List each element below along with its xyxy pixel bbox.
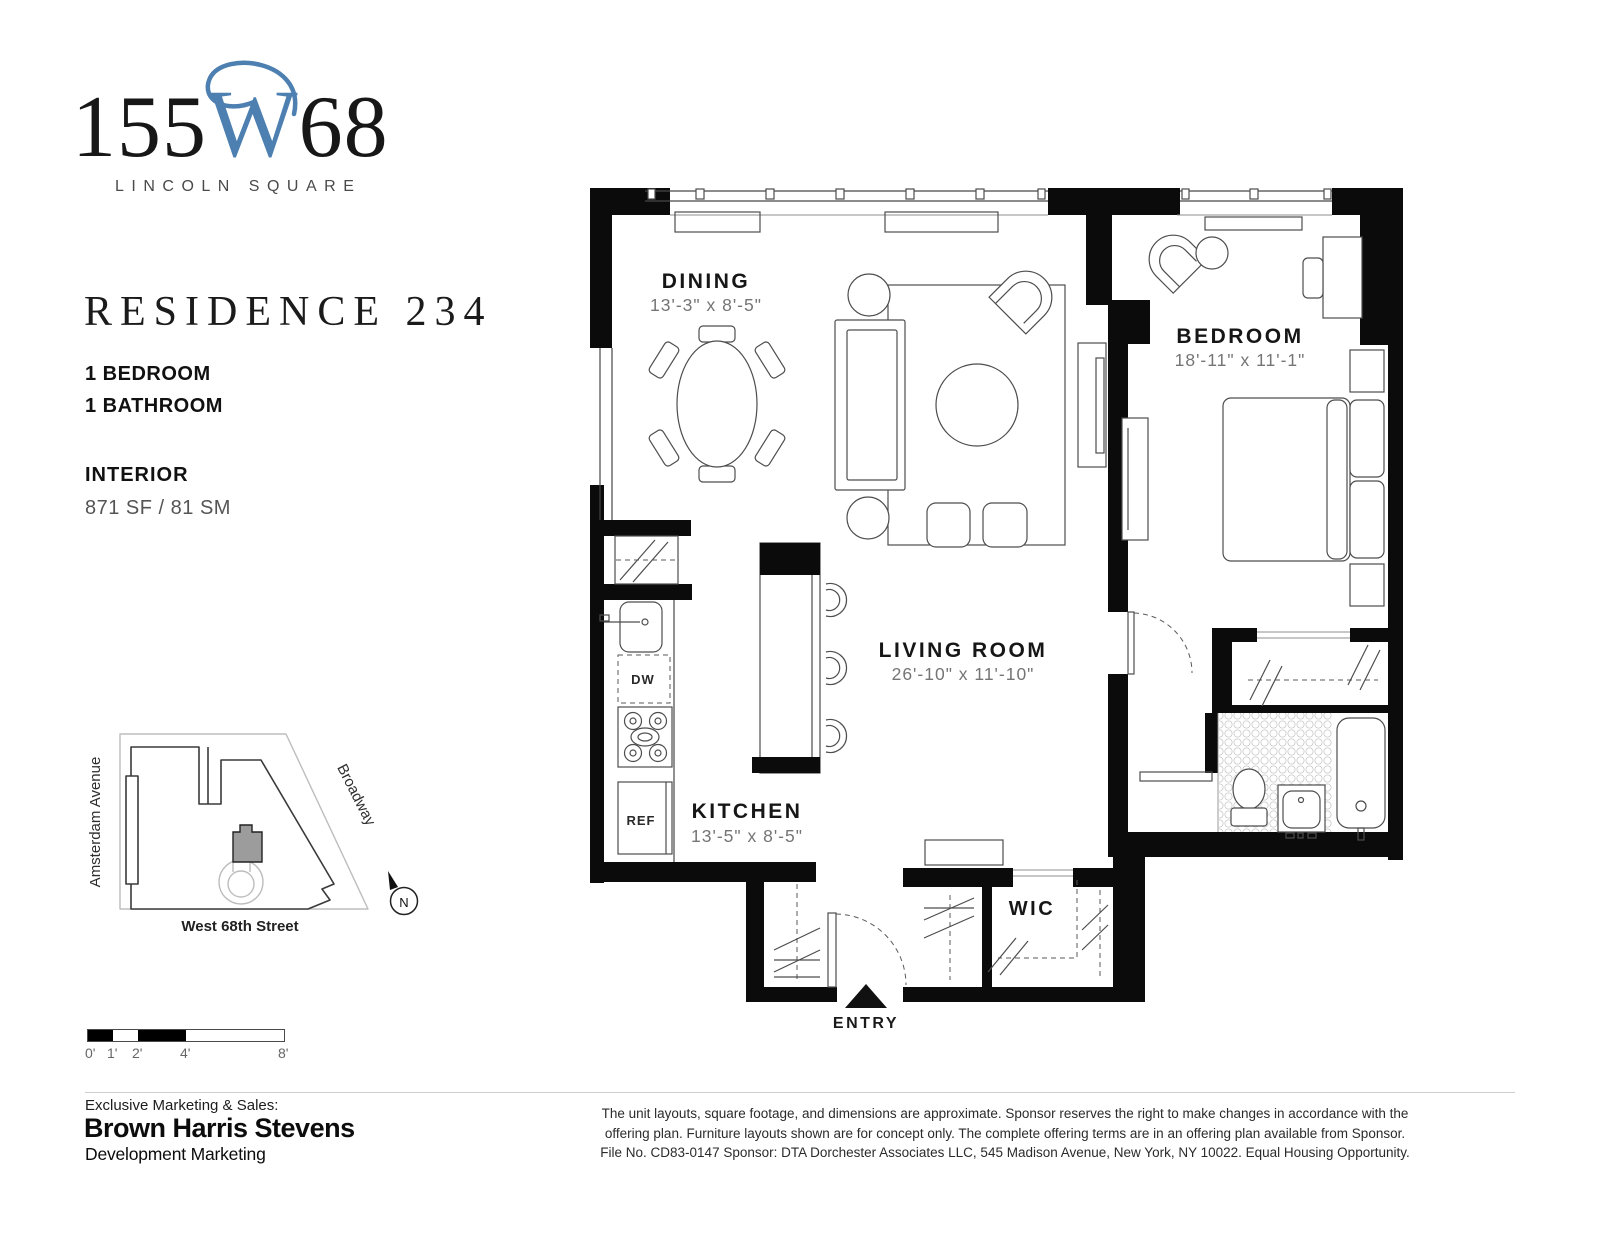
broker-logo: Brown Harris Stevens — [84, 1113, 355, 1143]
sofa — [835, 320, 905, 490]
refrigerator-label: REF — [626, 813, 656, 828]
kitchen-closet — [615, 536, 678, 584]
page-title: RESIDENCE 234 — [84, 289, 493, 335]
entry-marker-icon — [845, 984, 887, 1008]
media-console — [1078, 343, 1106, 467]
kitchen-island — [752, 543, 847, 773]
bedroom-count: 1 BEDROOM — [85, 363, 211, 385]
bathroom-count: 1 BATHROOM — [85, 395, 223, 417]
windows — [645, 189, 1332, 215]
entry-label: ENTRY — [832, 1015, 900, 1032]
ottoman — [927, 503, 970, 547]
scale-label-1: 1' — [107, 1045, 118, 1061]
dresser — [1122, 418, 1148, 540]
floor-plan — [590, 168, 1405, 1033]
pocket-door — [1140, 772, 1212, 781]
site-map — [85, 705, 435, 945]
scale-seg-1 — [88, 1030, 113, 1041]
window-seat — [1205, 217, 1302, 230]
nightstand — [1350, 350, 1384, 392]
ottoman — [983, 503, 1027, 547]
footer-divider — [85, 1092, 1515, 1093]
compass-label: N — [399, 895, 409, 910]
side-table — [848, 274, 890, 316]
bedroom-label: BEDROOM — [1176, 325, 1304, 348]
armchair — [989, 260, 1063, 334]
dishwasher — [618, 655, 670, 703]
scale-label-0: 0' — [85, 1045, 96, 1061]
brand-tagline: LINCOLN SQUARE — [115, 178, 362, 195]
brand-number-right: 68 — [298, 79, 389, 176]
disclaimer-line-1: The unit layouts, square footage, and dimensions are approximate. Sponsor reserves the right to make changes in accordance with the — [601, 1106, 1409, 1121]
brand-logo — [72, 52, 432, 182]
living-room-furniture — [835, 260, 1106, 865]
wic-closet — [988, 880, 1108, 980]
exclusive-marketing-label: Exclusive Marketing & Sales: — [85, 1097, 279, 1114]
toilet — [1231, 769, 1267, 826]
round-chair — [936, 364, 1018, 446]
bedroom-door — [1128, 612, 1192, 674]
disclaimer-line-3: File No. CD83-0147 Sponsor: DTA Dorchester Associates LLC, 545 Madison Avenue, New York, NY 10022. Equal Housing Opportunity. — [600, 1145, 1410, 1160]
console-table — [925, 840, 1003, 865]
entry-door — [828, 913, 906, 987]
bedroom-closet — [1248, 645, 1380, 706]
wic-label: WIC — [1008, 898, 1056, 920]
brand-number-left: 155 — [72, 79, 207, 176]
interior-area: 871 SF / 81 SM — [85, 497, 231, 519]
bedroom-furniture — [1122, 217, 1384, 674]
vanity-sink — [1278, 785, 1325, 838]
brand-letter-w: W — [207, 70, 299, 177]
sink — [600, 602, 662, 652]
entry-closet-right — [924, 895, 974, 980]
scale-bar-track — [87, 1029, 285, 1042]
dining-label: DINING — [661, 270, 751, 293]
kitchen-label: KITCHEN — [691, 800, 803, 823]
scale-label-8: 8' — [278, 1045, 289, 1061]
scale-label-4: 4' — [180, 1045, 191, 1061]
round-table — [1196, 237, 1228, 269]
entry-closet-left — [774, 884, 820, 983]
street-label-broadway: Broadway — [333, 761, 379, 829]
scale-bar — [87, 1029, 287, 1063]
interior-label: INTERIOR — [85, 464, 189, 486]
living-room-label: LIVING ROOM — [878, 639, 1048, 662]
bathroom — [1140, 645, 1385, 840]
legal-disclaimer — [565, 1104, 1445, 1163]
scale-label-2: 2' — [132, 1045, 143, 1061]
dining-table-set — [648, 326, 787, 482]
living-room-dims: 26'-10" x 11'-10" — [891, 664, 1035, 684]
street-label-west68: West 68th Street — [181, 918, 299, 935]
compass-icon — [388, 871, 418, 915]
side-table — [847, 497, 889, 539]
brand-logo-text — [72, 70, 389, 178]
bed — [1223, 398, 1384, 561]
disclaimer-line-2: offering plan. Furniture layouts shown are for concept only. The complete offering terms are in an offering plan available from Sponsor. — [604, 1125, 1406, 1141]
bathtub — [1337, 718, 1385, 840]
dishwasher-label: DW — [631, 672, 655, 687]
broker-division: Development Marketing — [85, 1144, 266, 1164]
nightstand — [1350, 564, 1384, 606]
range — [618, 707, 672, 767]
bedroom-dims: 18'-11" x 11'-1" — [1174, 350, 1306, 370]
scale-seg-2 — [138, 1030, 186, 1041]
kitchen-dims: 13'-5" x 8'-5" — [691, 826, 803, 846]
refrigerator — [618, 782, 672, 854]
desk — [1303, 237, 1362, 318]
dining-dims: 13'-3" x 8'-5" — [650, 295, 762, 315]
street-label-amsterdam: Amsterdam Avenue — [87, 756, 104, 888]
